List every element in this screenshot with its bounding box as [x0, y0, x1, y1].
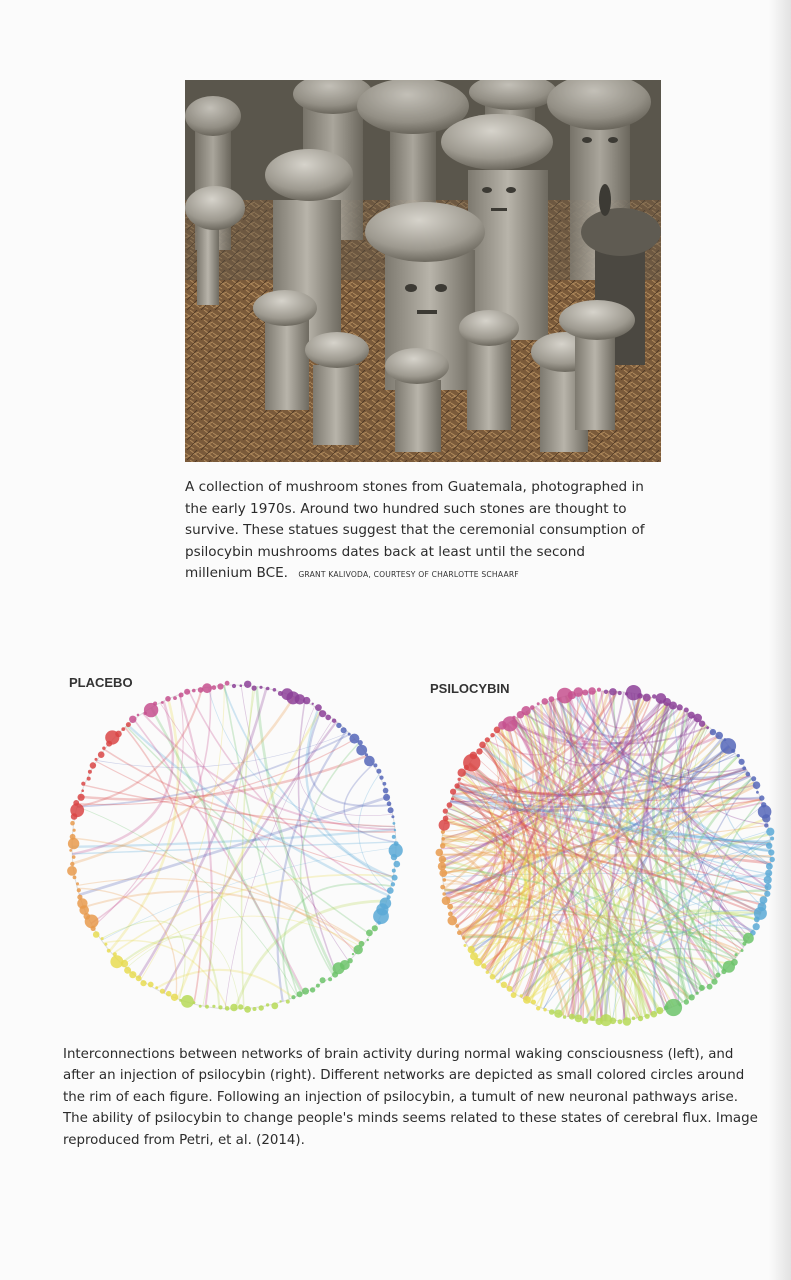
network-node: [70, 821, 75, 826]
network-node: [689, 994, 695, 1000]
network-node: [448, 916, 458, 926]
network-node: [68, 838, 79, 849]
network-node: [554, 1010, 562, 1018]
network-node: [73, 829, 76, 832]
network-node: [367, 939, 369, 941]
network-node: [759, 795, 764, 800]
network-node: [447, 904, 453, 910]
network-node: [447, 802, 453, 808]
network-node: [315, 704, 322, 711]
network-node: [124, 967, 131, 974]
network-node: [651, 1011, 658, 1018]
network-node: [481, 963, 486, 968]
network-node: [756, 791, 759, 794]
network-node: [766, 828, 774, 836]
network-node: [715, 973, 720, 978]
network-node: [511, 992, 517, 998]
network-node: [179, 693, 184, 698]
network-node: [115, 731, 122, 738]
network-node: [448, 912, 453, 917]
network-node: [336, 723, 341, 728]
network-node: [377, 921, 381, 925]
network-node: [485, 737, 490, 742]
network-node: [531, 1000, 536, 1005]
network-node: [520, 994, 523, 997]
network-node: [530, 705, 535, 710]
network-node: [393, 822, 396, 825]
network-node: [604, 690, 608, 694]
network-node: [496, 980, 499, 983]
network-node: [439, 869, 447, 877]
network-node: [77, 898, 87, 908]
network-node: [310, 987, 315, 992]
network-node: [742, 942, 746, 946]
psilocybin-network-diagram: [430, 675, 782, 1037]
network-node: [320, 977, 326, 983]
network-node: [181, 995, 194, 1008]
network-node: [387, 801, 392, 806]
network-node: [394, 829, 396, 831]
network-node: [575, 1015, 583, 1023]
network-node: [140, 980, 146, 986]
network-node: [462, 937, 465, 940]
network-node: [458, 769, 466, 777]
network-node: [770, 837, 774, 841]
network-node: [596, 1018, 603, 1025]
network-node: [677, 704, 683, 710]
network-node: [205, 1005, 209, 1009]
network-node: [165, 696, 171, 702]
network-node: [273, 688, 277, 692]
network-node: [171, 994, 178, 1001]
network-node: [70, 834, 76, 840]
mushroom-stones-photo: [185, 80, 661, 462]
network-node: [136, 975, 142, 981]
network-node: [741, 949, 744, 952]
network-node: [137, 714, 140, 717]
network-node: [69, 849, 72, 852]
network-node: [271, 1002, 278, 1009]
network-node: [542, 698, 549, 705]
network-node: [121, 727, 125, 731]
network-node: [623, 1017, 632, 1026]
network-node: [699, 721, 705, 727]
network-node: [160, 989, 165, 994]
network-node: [388, 807, 394, 813]
network-node: [153, 702, 157, 706]
page-gutter-shadow: [769, 0, 791, 1280]
network-node: [443, 816, 449, 822]
network-node: [387, 887, 394, 894]
network-node: [192, 689, 196, 693]
network-node: [291, 995, 295, 999]
placebo-network-diagram: [60, 660, 420, 1030]
network-node: [392, 869, 396, 873]
network-node: [101, 937, 104, 940]
network-node: [316, 984, 320, 988]
network-node: [87, 777, 91, 781]
network-node: [166, 991, 172, 997]
network-node: [238, 1004, 243, 1009]
network-node: [373, 908, 389, 924]
network-node: [609, 688, 616, 695]
network-node: [470, 952, 478, 960]
network-node: [768, 849, 774, 855]
network-node: [436, 849, 444, 857]
network-node: [73, 800, 79, 806]
network-node: [764, 823, 768, 827]
network-node: [637, 693, 643, 699]
network-node: [537, 702, 540, 705]
network-node: [764, 876, 772, 884]
network-node: [507, 986, 513, 992]
network-node: [252, 686, 257, 691]
network-edge: [139, 688, 267, 978]
network-node: [379, 776, 383, 780]
network-node: [699, 985, 705, 991]
network-node: [766, 843, 772, 849]
network-node: [443, 809, 448, 814]
network-node: [88, 770, 92, 774]
network-node: [765, 883, 772, 890]
network-node: [286, 1000, 290, 1004]
network-node: [588, 687, 596, 695]
network-node: [549, 1009, 555, 1015]
network-node: [632, 1017, 636, 1021]
network-node: [582, 690, 588, 696]
network-node: [439, 820, 450, 831]
network-node: [173, 696, 177, 700]
network-node: [328, 977, 332, 981]
network-node: [721, 969, 726, 974]
network-node: [765, 870, 772, 877]
network-node: [762, 814, 770, 822]
network-node: [348, 733, 351, 736]
network-node: [218, 1005, 222, 1009]
network-node: [332, 972, 338, 978]
network-node: [391, 882, 395, 886]
network-node: [490, 974, 496, 980]
network-node: [212, 685, 217, 690]
network-node: [707, 984, 713, 990]
network-node: [232, 684, 236, 688]
psilocybin-label: PSILOCYBIN: [430, 681, 510, 696]
network-node: [476, 748, 482, 754]
network-node: [656, 1007, 663, 1014]
network-node: [715, 732, 723, 740]
network-node: [179, 999, 182, 1002]
network-node: [77, 895, 82, 900]
network-node: [341, 727, 347, 733]
network-node: [148, 982, 154, 988]
network-node: [464, 944, 467, 947]
network-node: [217, 683, 223, 689]
network-node: [253, 1007, 257, 1011]
network-edge: [680, 711, 746, 942]
network-node: [490, 733, 494, 737]
network-node: [442, 892, 445, 895]
network-node: [95, 758, 98, 761]
network-node: [440, 885, 445, 890]
network-node: [352, 953, 354, 955]
network-node: [582, 1018, 588, 1024]
network-node: [104, 943, 107, 946]
network-node: [129, 716, 136, 723]
network-node: [93, 931, 100, 938]
network-node: [450, 789, 456, 795]
figure2-caption: Interconnections between networks of brain activity during normal waking consciousness (left), and after an injection of psilocybin (right). Different networks are depicted as small colored circles around the rim of each figure. Following an injection of psilocybin, a tumult of new neuronal pathways arise. The ability of psilocybin to change people's minds seems related to these states of cerebral flux. Image reproduced from Petri, et al. (2014).: [63, 1047, 758, 1148]
figure1-caption-text: A collection of mushroom stones from Guatemala, photographed in the early 1970s. Around two hundred such stones are thought to survive. These statues suggest that the ceremonial consumption of psilocybin mushrooms dates back at least until the second millenium BCE.: [185, 479, 645, 581]
network-node: [742, 766, 746, 770]
network-node: [67, 866, 77, 876]
network-node: [618, 691, 622, 695]
network-node: [72, 855, 76, 859]
network-node: [569, 1014, 575, 1020]
network-node: [486, 971, 489, 974]
network-node: [303, 697, 310, 704]
network-node: [664, 1005, 669, 1010]
network-node: [391, 854, 397, 860]
network-node: [364, 756, 375, 767]
network-node: [684, 999, 689, 1004]
network-node: [590, 1016, 595, 1021]
network-node: [266, 687, 270, 691]
network-node: [731, 749, 735, 753]
network-node: [706, 726, 709, 729]
network-node: [454, 783, 459, 788]
network-node: [319, 710, 326, 717]
network-node: [81, 782, 85, 786]
network-node: [78, 794, 85, 801]
network-node: [563, 1015, 566, 1018]
network-node: [230, 1004, 238, 1012]
figure1-caption: [185, 477, 655, 586]
network-node: [279, 1000, 281, 1002]
network-node: [764, 891, 770, 897]
network-node: [443, 878, 447, 882]
network-node: [244, 1006, 251, 1013]
network-node: [645, 1014, 650, 1019]
network-node: [126, 722, 131, 727]
figure1-credit: GRANT KALIVODA, COURTESY OF CHARLOTTE SCHAARF: [298, 570, 519, 579]
network-node: [618, 1019, 623, 1024]
network-node: [442, 896, 451, 905]
network-node: [392, 875, 398, 881]
network-node: [90, 762, 96, 768]
network-node: [392, 835, 396, 839]
network-node: [441, 837, 445, 841]
network-node: [266, 1003, 269, 1006]
network-node: [523, 996, 531, 1004]
network-node: [383, 782, 387, 786]
network-node: [502, 716, 517, 731]
network-node: [455, 924, 459, 928]
network-node: [383, 788, 389, 794]
network-node: [457, 930, 462, 935]
network-node: [751, 776, 756, 781]
network-node: [501, 982, 507, 988]
network-node: [521, 706, 530, 715]
network-node: [73, 876, 77, 880]
network-node: [259, 1005, 264, 1010]
network-node: [302, 988, 309, 995]
network-node: [70, 862, 74, 866]
network-node: [225, 681, 230, 686]
network-node: [439, 856, 446, 863]
network-node: [479, 742, 486, 749]
network-node: [549, 696, 555, 702]
network-node: [753, 781, 761, 789]
network-node: [737, 754, 740, 757]
network-node: [372, 925, 378, 931]
network-node: [643, 694, 651, 702]
network-node: [543, 1008, 546, 1011]
network-node: [81, 789, 84, 792]
network-node: [574, 687, 584, 697]
network-node: [212, 1005, 215, 1008]
network-node: [376, 769, 381, 774]
network-node: [739, 759, 745, 765]
network-node: [440, 843, 445, 848]
network-node: [669, 702, 677, 710]
network-node: [451, 797, 454, 800]
network-node: [244, 681, 251, 688]
network-node: [102, 747, 105, 750]
network-node: [161, 701, 164, 704]
network-node: [470, 752, 478, 760]
network-node: [184, 689, 190, 695]
network-node: [110, 955, 123, 968]
network-node: [383, 794, 390, 801]
network-node: [332, 719, 336, 723]
network-node: [754, 917, 760, 923]
network-node: [312, 703, 314, 705]
network-node: [696, 992, 699, 995]
network-edge: [441, 855, 771, 857]
network-node: [325, 715, 331, 721]
network-node: [597, 688, 601, 692]
network-node: [259, 686, 262, 689]
network-node: [373, 763, 377, 767]
network-node: [753, 923, 760, 930]
network-node: [225, 1006, 230, 1011]
network-node: [735, 953, 738, 956]
network-node: [394, 861, 401, 868]
network-node: [746, 772, 751, 777]
network-node: [638, 1016, 643, 1021]
network-node: [770, 857, 775, 862]
network-node: [458, 778, 461, 781]
network-node: [711, 979, 717, 985]
network-node: [391, 815, 394, 818]
network-node: [438, 862, 446, 870]
network-node: [366, 930, 373, 937]
network-node: [358, 740, 363, 745]
placebo-label: PLACEBO: [69, 675, 133, 690]
network-node: [77, 888, 81, 892]
network-node: [76, 882, 79, 885]
network-node: [512, 716, 515, 719]
network-node: [766, 863, 773, 870]
network-node: [98, 751, 105, 758]
network-node: [199, 1005, 202, 1008]
network-node: [710, 729, 716, 735]
network-node: [113, 952, 117, 956]
network-node: [240, 684, 243, 687]
network-node: [684, 708, 689, 713]
network-node: [354, 945, 363, 954]
network-node: [297, 991, 303, 997]
network-node: [202, 683, 212, 693]
network-node: [468, 946, 475, 953]
network-node: [536, 1006, 540, 1010]
network-node: [155, 986, 158, 989]
network-node: [107, 949, 111, 953]
